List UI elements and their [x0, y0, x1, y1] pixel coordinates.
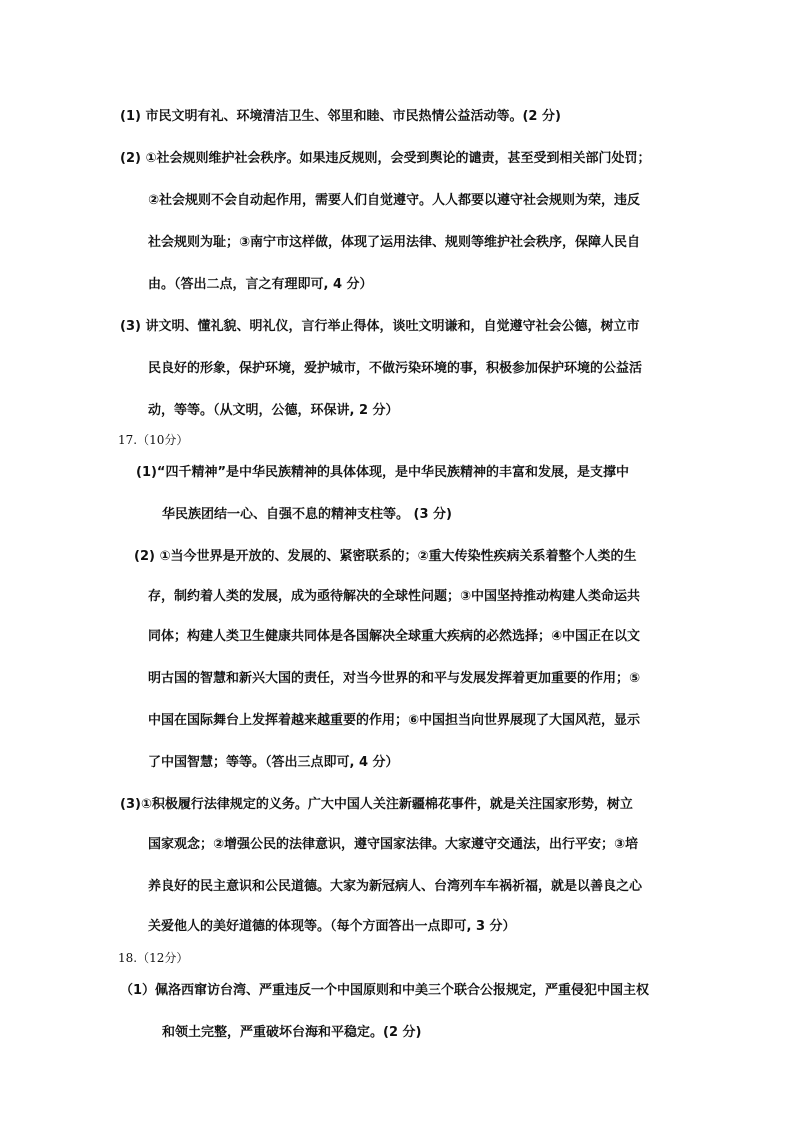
sec17-p3-line3: 养良好的民主意识和公民道德。大家为新冠病人、台湾列车车祸祈福，就是以善良之心: [148, 879, 643, 894]
sec17-p2-line5: 中国在国际舞台上发挥着越来越重要的作用；⑥中国担当向世界展现了大国风范，显示: [148, 713, 641, 728]
sec16-p2-line4: 由。（答出二点，言之有理即可, 4 分）: [148, 277, 373, 292]
sec17-p2-line3: 同体；构建人类卫生健康共同体是各国解决全球重大疾病的必然选择；④中国正在以文: [148, 629, 641, 644]
sec16-p2-line1: (2) ①社会规则维护社会秩序。如果违反规则，会受到舆论的谴责，甚至受到相关部门处罚；: [120, 151, 651, 166]
sec16-p2-line2: ②社会规则不会自动起作用，需要人们自觉遵守。人人都要以遵守社会规则为荣，违反: [148, 193, 641, 208]
sec18-p1-line1: （1）佩洛西窜访台湾、严重违反一个中国原则和中美三个联合公报规定，严重侵犯中国主权: [120, 983, 650, 998]
sec18-heading: 18.（12分）: [118, 951, 189, 965]
sec16-p1-line1: (1) 市民文明有礼、环境清洁卫生、邻里和睦、市民热情公益活动等。(2 分): [120, 109, 561, 124]
sec17-p1-line2: 华民族团结一心、自强不息的精神支柱等。 (3 分): [162, 507, 452, 522]
sec16-p2-line3: 社会规则为耻；③南宁市这样做，体现了运用法律、规则等维护社会秩序，保障人民自: [148, 235, 641, 250]
sec17-p2-line6: 了中国智慧；等等。（答出三点即可, 4 分）: [148, 755, 399, 770]
sec18-p1-line2: 和领土完整，严重破坏台海和平稳定。(2 分): [162, 1025, 422, 1040]
sec17-heading: 17.（10分）: [118, 433, 189, 447]
sec17-p2-line1: (2) ①当今世界是开放的、发展的、紧密联系的；②重大传染性疾病关系着整个人类的生: [134, 549, 637, 564]
sec17-p3-line2: 国家观念；②增强公民的法律意识，遵守国家法律。大家遵守交通法，出行平安；③培: [148, 837, 639, 852]
sec16-p3-line1: (3) 讲文明、懂礼貌、明礼仪，言行举止得体，谈吐文明谦和，自觉遵守社会公德，树立市: [120, 319, 640, 334]
sec17-p1-line1: (1)“四千精神”是中华民族精神的具体体现，是中华民族精神的丰富和发展，是支撑中: [136, 465, 630, 480]
sec17-p2-line4: 明古国的智慧和新兴大国的责任，对当今世界的和平与发展发挥着更加重要的作用；⑤: [148, 671, 641, 686]
sec17-p3-line1: (3)①积极履行法律规定的义务。广大中国人关注新疆棉花事件，就是关注国家形势，树立: [120, 797, 633, 812]
sec16-p3-line3: 动，等等。（从文明，公德，环保讲, 2 分）: [148, 403, 399, 418]
sec17-p3-line4: 关爱他人的美好道德的体现等。（每个方面答出一点即可, 3 分）: [148, 919, 516, 934]
sec16-p3-line2: 民良好的形象，保护环境，爱护城市，不做污染环境的事，积极参加保护环境的公益活: [148, 361, 643, 376]
sec17-p2-line2: 存，制约着人类的发展，成为亟待解决的全球性问题；③中国坚持推动构建人类命运共: [148, 589, 641, 604]
